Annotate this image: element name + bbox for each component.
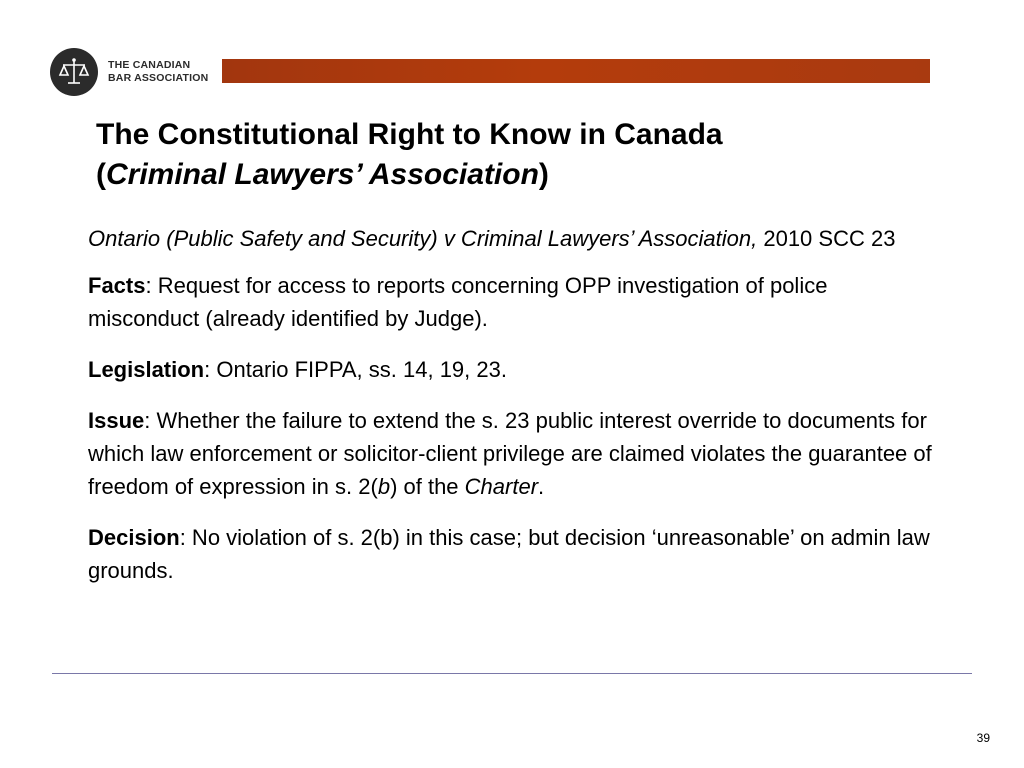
facts-label: Facts [88,273,146,298]
issue-text-1: : Whether the failure to extend the s. 23 public interest override to documents for which law enforcement or solicitor-client privilege are claimed violates the guarantee of freedom of expression in s. 2( [88,408,932,499]
legislation-label: Legislation [88,357,205,382]
case-citation [88,222,938,255]
scales-of-justice-icon [50,48,98,96]
issue-text-2: ) of the [390,474,465,499]
title-case-name: Criminal Lawyers’ Association [106,158,539,191]
facts-text: : Request for access to reports concerning OPP investigation of police misconduct (already identified by Judge). [88,273,828,331]
title-close-paren: ) [538,158,549,191]
title-open-paren: ( [96,158,106,191]
decision-text: : No violation of s. 2(b) in this case; but decision ‘unreasonable’ on admin law grounds. [88,525,930,583]
facts-paragraph [88,269,938,335]
title-line-2 [96,155,956,195]
title-line-1: The Constitutional Right to Know in Canada [96,118,723,151]
decision-paragraph [88,521,938,587]
issue-charter: Charter [464,474,539,499]
footer-divider [52,673,972,674]
issue-italic-b: b [377,474,391,499]
logo-line-1: THE CANADIAN [108,59,191,71]
decision-label: Decision [88,525,180,550]
citation-case-name: Ontario (Public Safety and Security) v Criminal Lawyers’ Association, [88,226,758,251]
slide-body [88,222,938,605]
legislation-paragraph [88,353,938,386]
logo-wordmark [108,59,208,85]
page-number: 39 [976,731,990,745]
slide-title [96,115,956,195]
issue-paragraph [88,404,938,503]
cba-logo [50,48,208,96]
legislation-text: : Ontario FIPPA, ss. 14, 19, 23. [204,357,507,382]
logo-line-2: BAR ASSOCIATION [108,72,209,84]
citation-reference: 2010 SCC 23 [757,226,896,251]
issue-label: Issue [88,408,145,433]
issue-text-end: . [538,474,545,499]
header-accent-bar [222,59,930,83]
